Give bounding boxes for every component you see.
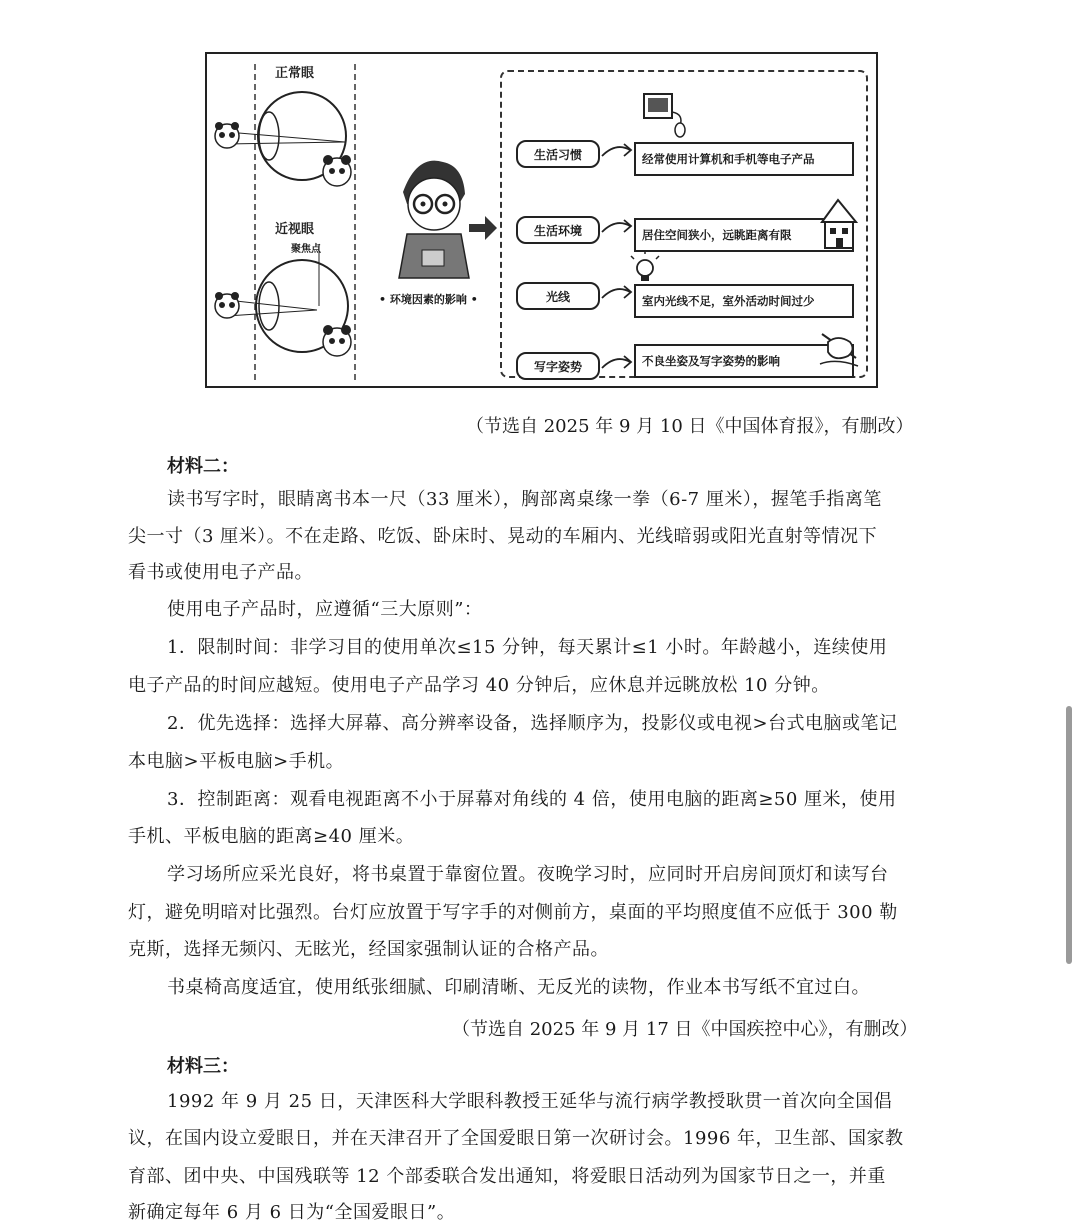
effect-electronic-devices: 经常使用计算机和手机等电子产品 (634, 142, 854, 176)
paragraph-line: 看书或使用电子产品。 (128, 562, 313, 583)
paragraph-line: 书桌椅高度适宜，使用纸张细腻、印刷清晰、无反光的读物，作业本书写纸不宜过白。 (167, 977, 870, 998)
panda-icon (323, 325, 351, 356)
cause-living-habit: 生活习惯 (516, 140, 600, 168)
effect-icons (502, 72, 866, 376)
myopia-eye-label: 近视眼 (275, 222, 315, 237)
paragraph-line: 克斯，选择无频闪、无眩光，经国家强制认证的合格产品。 (128, 939, 609, 960)
cause-living-environment: 生活环境 (516, 216, 600, 244)
paragraph-line: 1992 年 9 月 25 日，天津医科大学眼科教授王延华与流行病学教授耿贯一首次向全国倡 (167, 1091, 893, 1112)
material-2-heading: 材料二： (167, 456, 239, 477)
paragraph-line: 尖一寸（3 厘米）。不在走路、吃饭、卧床时、晃动的车厢内、光线暗弱或阳光直射等情况下 (128, 526, 878, 547)
paragraph-line: 育部、团中央、中国残联等 12 个部委联合发出通知，将爱眼日活动列为国家节日之一，并重 (128, 1166, 886, 1187)
environment-caption: • 环境因素的影响 • (379, 293, 478, 306)
cause-writing-posture: 写字姿势 (516, 352, 600, 380)
paragraph-line: 读书写字时，眼睛离书本一尺（33 厘米），胸部离桌缘一拳（6-7 厘米），握笔手指离笔 (167, 489, 882, 510)
effect-small-space: 居住空间狭小，远眺距离有限 (634, 218, 854, 252)
writing-hand-icon (820, 334, 858, 366)
material-3-heading: 材料三： (167, 1056, 239, 1077)
paragraph-line: 新确定每年 6 月 6 日为“全国爱眼日”。 (128, 1202, 456, 1223)
paragraph-line: 学习场所应采光良好，将书桌置于靠窗位置。夜晚学习时，应同时开启房间顶灯和读写台 (167, 864, 889, 885)
paragraph-line: 使用电子产品时，应遵循“三大原则”： (167, 599, 483, 620)
lightbulb-icon (631, 250, 659, 281)
eye-diagrams (207, 54, 497, 388)
paragraph-line: 1．限制时间：非学习目的使用单次≤15 分钟，每天累计≤1 小时。年龄越小，连续使用 (167, 637, 888, 658)
computer-mouse-icon (644, 94, 685, 137)
normal-eye-label: 正常眼 (275, 66, 315, 81)
causes-box (500, 70, 868, 378)
paragraph-line: 手机、平板电脑的距离≥40 厘米。 (128, 826, 415, 847)
panda-icon (323, 155, 351, 186)
paragraph-line: 灯，避免明暗对比强烈。台灯应放置于写字手的对侧前方，桌面的平均照度值不应低于 300 勒 (128, 902, 898, 923)
effect-insufficient-light: 室内光线不足，室外活动时间过少 (634, 284, 854, 318)
source-citation-1: （节选自 2025 年 9 月 10 日《中国体育报》，有删改） (466, 416, 914, 437)
paragraph-line: 电子产品的时间应越短。使用电子产品学习 40 分钟后，应休息并远眺放松 10 分钟。 (128, 675, 830, 696)
source-citation-2: （节选自 2025 年 9 月 17 日《中国疾控中心》，有删改） (452, 1019, 918, 1040)
boy-with-glasses-icon (399, 161, 469, 278)
cause-lighting: 光线 (516, 282, 600, 310)
panda-icon (215, 122, 239, 148)
paragraph-line: 议，在国内设立爱眼日，并在天津召开了全国爱眼日第一次研讨会。1996 年，卫生部、国家教 (128, 1128, 904, 1149)
paragraph-line: 3．控制距离：观看电视距离不小于屏幕对角线的 4 倍，使用电脑的距离≥50 厘米，使用 (167, 789, 897, 810)
myopia-causes-figure (205, 52, 878, 388)
arrow-right-icon (469, 216, 497, 240)
paragraph-line: 2．优先选择：选择大屏幕、高分辨率设备，选择顺序为，投影仪或电视>台式电脑或笔记 (167, 713, 898, 734)
effect-bad-posture: 不良坐姿及写字姿势的影响 (634, 344, 854, 378)
focus-point-label: 聚焦点 (291, 244, 321, 255)
paragraph-line: 本电脑>平板电脑>手机。 (128, 751, 345, 772)
house-icon (822, 200, 856, 248)
panda-icon (215, 292, 239, 318)
scrollbar-thumb[interactable] (1066, 706, 1072, 964)
